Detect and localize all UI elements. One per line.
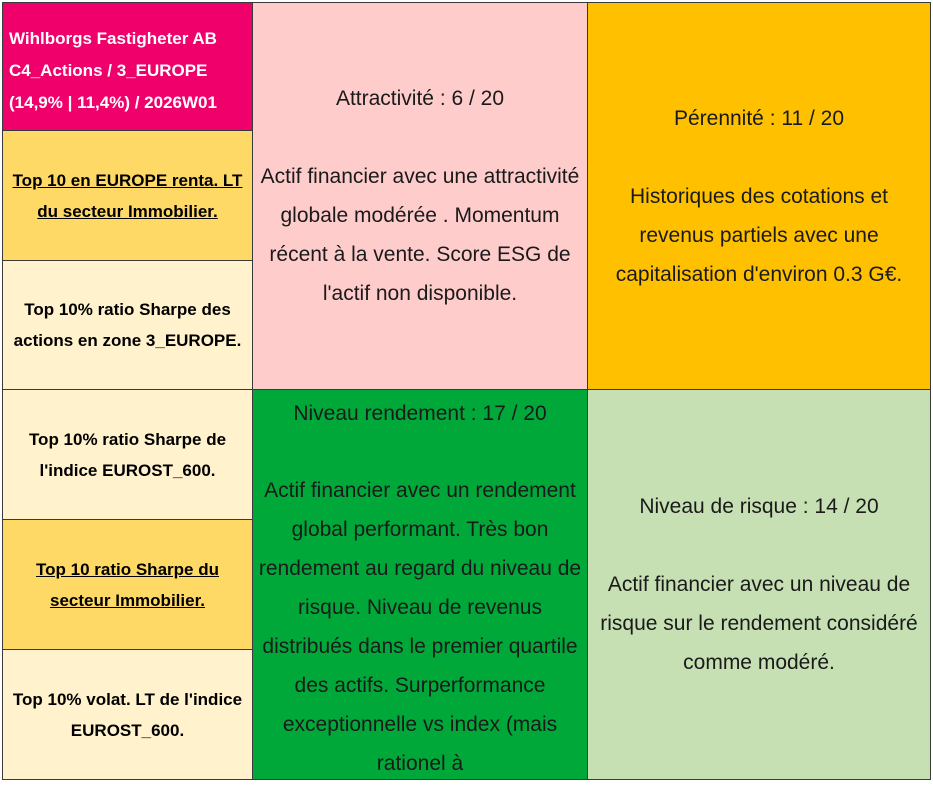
attractivite-panel [252, 2, 588, 390]
criterion-top10-sharpe-indice-text: Top 10% ratio Sharpe de l'indice EUROST_600. [28, 429, 227, 480]
criterion-top10-volat-indice-text: Top 10% volat. LT de l'indice EUROST_600. [12, 689, 243, 740]
risque-body: Actif financier avec un niveau de risque sur le rendement considéré comme modéré. [600, 573, 918, 674]
rendement-body: Actif financier avec un rendement global performant. Très bon rendement au regard du niveau de risque. Niveau de revenus distribués dans le premier quartile des actifs. Surperformance exceptionnelle vs index (mais rationel à [258, 479, 582, 775]
criterion-top10-sharpe-zone-text: Top 10% ratio Sharpe des actions en zone 3_EUROPE. [13, 300, 242, 350]
attractivite-title: Attractivité : 6 / 20 [335, 87, 505, 110]
criterion-top10-sharpe-indice [2, 389, 253, 520]
criterion-top10-sharpe-zone [2, 260, 253, 390]
perennite-title: Pérennité : 11 / 20 [673, 106, 845, 130]
risque-panel [587, 389, 931, 780]
perennite-body: Historiques des cotations et revenus partiels avec une capitalisation d'environ 0.3 G€. [615, 184, 903, 286]
rendement-panel [252, 389, 588, 780]
criterion-top10-sharpe-secteur-text: Top 10 ratio Sharpe du secteur Immobilier. [36, 559, 219, 610]
rendement-title: Niveau rendement : 17 / 20 [293, 402, 547, 425]
criterion-top10-europe-renta-text: Top 10 en EUROPE renta. LT du secteur Immobilier. [12, 170, 243, 221]
risque-title: Niveau de risque : 14 / 20 [639, 495, 879, 518]
criterion-top10-volat-indice [2, 649, 253, 780]
asset-header: Wihlborgs Fastigheter AB C4_Actions / 3_EUROPE (14,9% | 11,4%) / 2026W01 [2, 2, 253, 131]
perennite-panel [587, 2, 931, 390]
criterion-top10-europe-renta [2, 130, 253, 261]
criterion-top10-sharpe-secteur [2, 519, 253, 650]
attractivite-body: Actif financier avec une attractivité globale modérée . Momentum récent à la vente. Score ESG de l'actif non disponible. [260, 165, 580, 305]
